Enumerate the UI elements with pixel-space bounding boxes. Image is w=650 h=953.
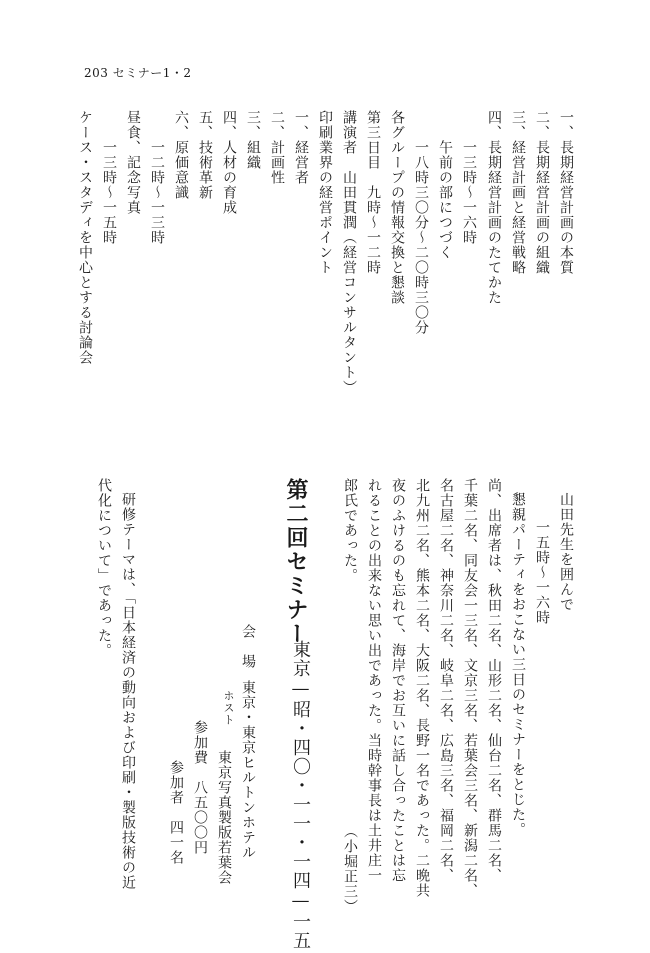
lower-line-10: 郎氏であった。 （小堀正三） bbox=[342, 478, 358, 914]
upper-line-19: 昼食、記念写真 bbox=[125, 110, 141, 215]
fee-value: 参加費 八五〇〇円 bbox=[192, 720, 208, 855]
upper-line-7: 一八時三〇分〜二〇時三〇分 bbox=[413, 140, 429, 335]
upper-line-16: 五、技術革新 bbox=[197, 110, 213, 200]
upper-line-1: 一、長期経営計画の本質 bbox=[558, 110, 574, 275]
upper-line-21: ケース・スタディを中心とする討論会 bbox=[77, 110, 93, 365]
venue-label: 会 場 bbox=[240, 624, 256, 669]
upper-line-17: 六、原価意識 bbox=[173, 110, 189, 200]
lower-line-3: 懇親パーティをおこない三日のセミナーをとじた。 bbox=[510, 492, 526, 837]
seminar-place-date: 東京—昭・四〇・一一・一四—一五 bbox=[290, 640, 311, 950]
upper-line-10: 講演者 山田貫潤（経営コンサルタント） bbox=[341, 110, 357, 395]
lower-line-4: 尚、出席者は、秋田二名、山形二名、仙台二名、群馬二名、 bbox=[486, 478, 502, 883]
lower-line-5: 千葉二名、同友会一三名、文京三名、若葉会三名、新潟二名、 bbox=[462, 478, 478, 898]
lower-line-9: れることの出来ない思い出であった。当時幹事長は土井庄一 bbox=[366, 478, 382, 883]
venue-value: 東京・東京ヒルトンホテル bbox=[240, 680, 256, 860]
upper-line-15: 四、人材の育成 bbox=[221, 110, 237, 215]
attendees-value: 参加者 四一名 bbox=[168, 760, 184, 865]
host-label: ホスト bbox=[222, 690, 235, 726]
lower-line-2: 一五時〜一六時 bbox=[534, 520, 550, 625]
upper-line-2: 二、長期経営計画の組織 bbox=[534, 110, 550, 275]
upper-line-8: 各グループの情報交換と懇談 bbox=[389, 110, 405, 305]
upper-line-14: 三、組織 bbox=[245, 110, 261, 170]
upper-line-13: 二、計画性 bbox=[269, 110, 285, 185]
host-value: 東京写真製版若葉会 bbox=[216, 750, 232, 885]
upper-line-3: 三、経営計画と経営戦略 bbox=[510, 110, 526, 275]
seminar-title: 第二回セミナー bbox=[283, 478, 309, 646]
lower-line-8: 夜のふけるのも忘れて、海岸でお互いに話し合ったことは忘 bbox=[390, 478, 406, 883]
upper-line-18: 一二時〜一三時 bbox=[149, 140, 165, 245]
upper-line-4: 四、長期経営計画のたてかた bbox=[486, 110, 502, 305]
upper-line-20: 一三時〜一五時 bbox=[101, 140, 117, 245]
lower-line-7: 北九州二名、熊本二名、大阪二名、長野一名であった。二晩共 bbox=[414, 478, 430, 898]
lower-line-1: 山田先生を囲んで bbox=[558, 492, 574, 612]
upper-line-5: 一三時〜一六時 bbox=[461, 140, 477, 245]
theme-line-2: 代化について」であった。 bbox=[96, 478, 112, 658]
theme-line-1: 研修テーマは、「日本経済の動向および印刷・製版技術の近 bbox=[120, 492, 136, 890]
upper-line-12: 一、経営者 bbox=[293, 110, 309, 185]
upper-line-11: 印刷業界の経営ポイント bbox=[317, 110, 333, 275]
lower-line-6: 名古屋二名、神奈川二名、岐阜二名、広島三名、福岡二名、 bbox=[438, 478, 454, 883]
page-header: 203 セミナー1・2 bbox=[84, 66, 192, 80]
upper-line-6: 午前の部につづく bbox=[437, 140, 453, 260]
upper-line-9: 第三日目 九時〜一二時 bbox=[365, 110, 381, 275]
